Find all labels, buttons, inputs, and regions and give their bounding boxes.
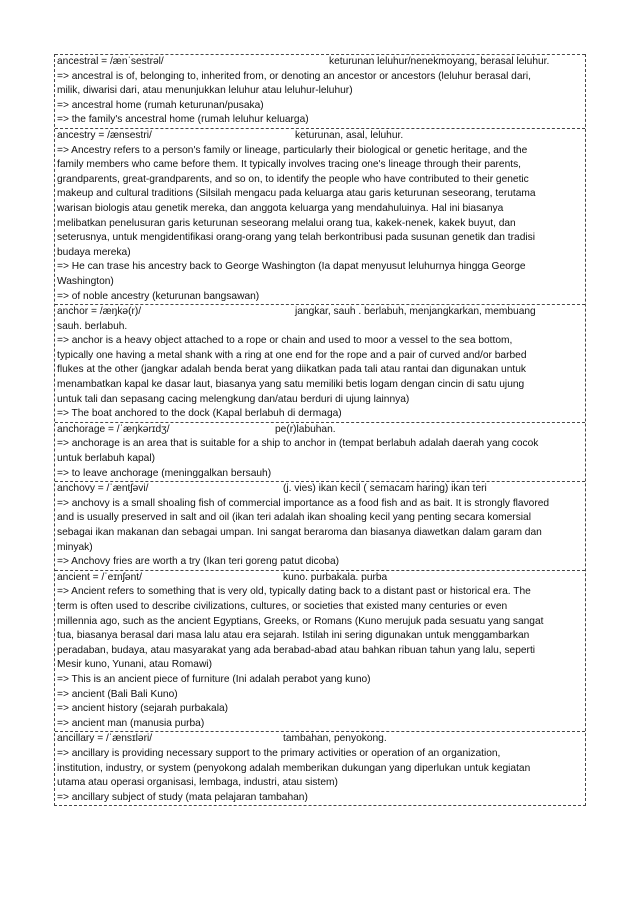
entry-text-line: Mesir kuno, Yunani, atau Romawi)	[57, 659, 212, 671]
entry-headline	[55, 305, 585, 320]
entry-word: ancestry = /ænsestri/	[57, 129, 152, 141]
dictionary-entry	[55, 128, 585, 304]
entry-text-line: sebagai ikan makanan dan sebagai umpan. Ini sangat beraroma dan biasanya diawetkan dalam garam dan	[57, 527, 542, 538]
dictionary-entry	[55, 422, 585, 481]
entry-text-line: Washington)	[57, 275, 114, 287]
entry-text-line: typically one having a metal shank with a ring at one end for the rope and a pair of curved and/or barbed	[57, 349, 527, 361]
entry-text-line: => ancillary is providing necessary support to the primary activities or operation of an organization,	[57, 747, 501, 759]
entry-text-line: untuk berlabuh kapal)	[57, 453, 155, 465]
entry-text-line: budaya mereka)	[57, 246, 131, 258]
entry-text-line: and is usually preserved in salt and oil (ikan teri adalah ikan shoaling kecil yang penting secara komersial	[57, 512, 531, 524]
entry-text-line: grandparents, great-grandparents, and so on, to identify the people who have contributed to their genetic	[57, 173, 529, 185]
entry-headline	[55, 423, 585, 438]
entry-text-line: sauh. berlabuh.	[57, 320, 128, 332]
entry-text-line: => to leave anchorage (meninggalkan bersauh)	[57, 467, 272, 479]
entry-text-line: => ancestral home (rumah keturunan/pusaka)	[57, 99, 264, 111]
entry-text-line: minyak)	[57, 541, 93, 553]
entry-text-line: seterusnya, untuk mengidentifikasi orang-orang yang telah berkontribusi pada susunan genetik dan tradisi	[57, 232, 535, 244]
entry-text-line: => Ancestry refers to a person's family or lineage, particularly their biological or genetic heritage, and the	[57, 144, 528, 156]
entry-meaning: keturunan, asal, leluhur.	[295, 129, 404, 141]
entry-meaning: keturunan leluhur/nenekmoyang, berasal leluhur.	[329, 56, 550, 67]
dictionary-document	[54, 54, 586, 806]
entry-word: ancillary = /ˈænsɪləri/	[57, 733, 153, 745]
dictionary-entry	[55, 570, 585, 732]
dictionary-entry	[55, 731, 585, 805]
entry-text-line: => anchorage is an area that is suitable for a ship to anchor in (tempat berlabuh adalah daerah yang cocok	[57, 438, 539, 450]
entry-text-line: => the family's ancestral home (rumah leluhur keluarga)	[57, 114, 309, 126]
dictionary-entry	[55, 481, 585, 570]
entry-text-line: tua, biasanya berasal dari masa lalu atau era sejarah. Istilah ini sering digunakan untuk menggambarkan	[57, 630, 530, 642]
entry-text-line: => of noble ancestry (keturunan bangsawan)	[57, 290, 260, 302]
entry-text-line: untuk tali dan sepasang cacing melengkung dan/atau berduri di ujung lainnya)	[57, 393, 410, 405]
entry-word: ancestral = /ænˈsestrəl/	[57, 56, 164, 67]
entry-text-line: => ancient (Bali Bali Kuno)	[57, 688, 178, 700]
entry-text-line: milik, diwarisi dari, atau menunjukkan leluhur atau leluhur-leluhur)	[57, 85, 353, 97]
entry-text-line: menambatkan kapal ke dasar laut, biasanya yang satu memiliki betis logam dengan cincin di satu ujung	[57, 379, 525, 391]
entry-headline	[55, 129, 585, 144]
entry-text-line: family members who came before them. It typically involves tracing one's lineage through their parents,	[57, 159, 521, 171]
entry-headline	[55, 55, 585, 70]
entry-word: anchorage = /ˈæŋkərɪdʒ/	[57, 423, 170, 435]
entry-meaning: pe(r)labuhan.	[275, 423, 336, 435]
dictionary-entry	[55, 304, 585, 422]
entry-text-line: => Ancient refers to something that is very old, typically dating back to a distant past or historical era. The	[57, 586, 531, 598]
entry-text-line: melibatkan penelusuran garis keturunan seseorang melalui orang tua, kakek-nenek, kakek buyut, dan	[57, 217, 516, 229]
entry-text-line: term is often used to describe civilizations, cultures, or societies that existed many centuries or even	[57, 600, 508, 612]
entry-text-line: => ancient history (sejarah purbakala)	[57, 703, 229, 715]
entry-text-line: => ancestral is of, belonging to, inherited from, or denoting an ancestor or ancestors (leluhur berasal dari,	[57, 70, 531, 82]
entry-text-line: => ancillary subject of study (mata pelajaran tambahan)	[57, 791, 308, 803]
entry-text-line: warisan biologis atau genetik mereka, dan anggota keluarga yang mendahuluinya. Hal ini biasanya	[57, 202, 504, 214]
entry-text-line: institution, industry, or system (penyokong adalah memberikan dukungan yang diperlukan untuk kegiatan	[57, 762, 531, 774]
entry-word: ancient = /ˈeɪnʃənt/	[57, 571, 142, 583]
entry-text-line: => anchor is a heavy object attached to a rope or chain and used to moor a vessel to the sea bottom,	[57, 335, 513, 347]
entry-word: anchovy = /ˈæntʃəvi/	[57, 483, 149, 495]
entry-text-line: => The boat anchored to the dock (Kapal berlabuh di dermaga)	[57, 408, 342, 420]
entry-text-line: => Anchovy fries are worth a try (Ikan teri goreng patut dicoba)	[57, 556, 340, 568]
entry-text-line: => This is an ancient piece of furniture (Ini adalah perabot yang kuno)	[57, 673, 371, 685]
entry-headline	[55, 482, 585, 497]
entry-text-line: => ancient man (manusia purba)	[57, 717, 205, 729]
entry-word: anchor = /æŋkə(r)/	[57, 306, 142, 318]
entry-text-line: flukes at the other (jangkar adalah benda berat yang diikatkan pada tali atau rantai dan digunakan untuk	[57, 364, 526, 376]
entry-text-line: => He can trase his ancestry back to George Washington (Ia dapat menyusut leluhurnya hingga George	[57, 261, 526, 273]
entry-meaning: tambahan, penyokong.	[283, 733, 387, 745]
entry-headline	[55, 732, 585, 747]
entry-text-line: millennia ago, such as the ancient Egyptians, Greeks, or Romans (Kuno merujuk pada sesuatu yang sangat	[57, 615, 544, 627]
entry-meaning: (j. vies) ikan kecil ( semacam haring) ikan teri	[283, 483, 487, 495]
entry-meaning: kuno. purbakala. purba	[283, 571, 388, 583]
entry-text-line: makeup and cultural traditions (Silsilah mengacu pada keluarga atau garis keturunan seseorang, terutama	[57, 188, 536, 200]
entry-meaning: jangkar, sauh . berlabuh, menjangkarkan, membuang	[295, 306, 536, 318]
dictionary-entry	[55, 54, 585, 128]
entry-headline	[55, 571, 585, 586]
entry-text-line: utama atau operasi organisasi, lembaga, industri, atau sistem)	[57, 777, 338, 789]
entry-text-line: peradaban, budaya, atau masyarakat yang ada berabad-abad atau bahkan ribuan tahun yang lalu, seperti	[57, 644, 536, 656]
entry-text-line: => anchovy is a small shoaling fish of commercial importance as a food fish and as bait. It is strongly flavored	[57, 497, 550, 509]
